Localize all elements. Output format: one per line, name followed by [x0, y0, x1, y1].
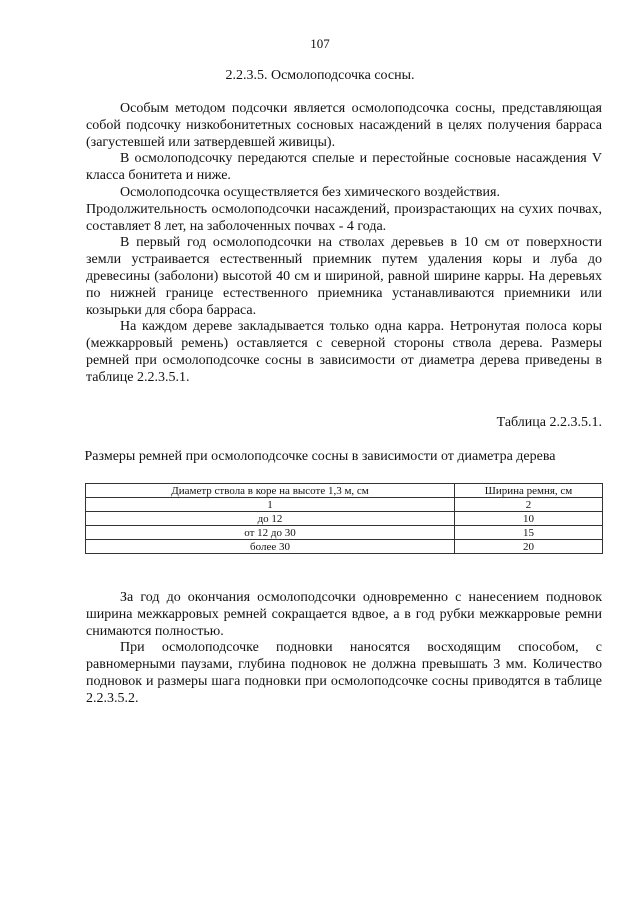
table-row — [86, 512, 603, 526]
table-cell: 20 — [455, 540, 603, 554]
table-row — [86, 540, 603, 554]
table-header-row — [86, 484, 603, 498]
paragraph: Продолжительность осмолоподсочки насаждений, произрастающих на сухих почвах, составляет 8 лет, на заболоченных почвах - 4 года. — [86, 201, 602, 234]
table-cell: от 12 до 30 — [86, 526, 455, 540]
paragraph: За год до окончания осмолоподсочки одновременно с нанесением подновок ширина межкарровых ремней сокращается вдвое, а в год рубки межкарровые ремни снимаются полностью. — [86, 590, 602, 639]
table-title: Размеры ремней при осмолоподсочке сосны в зависимости от диаметра дерева — [84, 449, 556, 464]
table-cell: 10 — [455, 512, 603, 526]
paragraph: В осмолоподсочку передаются спелые и перестойные сосновые насаждения V класса бонитета и ниже. — [86, 151, 602, 184]
body-text-top — [86, 101, 602, 387]
table-cell: 15 — [455, 526, 603, 540]
paragraph: В первый год осмолоподсочки на стволах деревьев в 10 см от поверхности земли устраивается естественный приемник путем удаления коры и луба до древесины (заболони) высотой 40 см и шириной, равной ширине карры. На деревьях по нижней границе естественного приемника устанавливаются приемники или козырьки для сбора барраса. — [86, 235, 602, 318]
page-number: 107 — [310, 36, 330, 51]
table-cell: более 30 — [86, 540, 455, 554]
column-header-diameter: Диаметр ствола в коре на высоте 1,3 м, см — [86, 484, 455, 498]
table-numbering-row — [86, 498, 603, 512]
column-header-strap-width: Ширина ремня, см — [455, 484, 603, 498]
table-row — [86, 526, 603, 540]
paragraph: Особым методом подсочки является осмолоподсочка сосны, представляющая собой подсочку низкобонитетных сосновых насаждений в целях получения барраса (загустевшей или затвердевшей живицы). — [86, 101, 602, 150]
section-heading: 2.2.3.5. Осмолоподсочка сосны. — [225, 68, 415, 83]
paragraph: Осмолоподсочка осуществляется без химического воздействия. — [120, 184, 500, 200]
paragraph: При осмолоподсочке подновки наносятся восходящим способом, с равномерными паузами, глубина подновок не должна превышать 3 мм. Количество подновок и размеры шага подновки при осмолоподсочке сосны приводятся в таблице 2.2.3.5.2. — [86, 640, 602, 706]
strap-size-table — [85, 483, 603, 554]
body-text-bottom — [86, 590, 602, 708]
paragraph: На каждом дереве закладывается только одна карра. Нетронутая полоса коры (межкарровый ремень) оставляется с северной стороны ствола дерева. Размеры ремней при осмолоподсочке сосны в зависимости от диаметра дерева приведены в таблице 2.2.3.5.1. — [86, 319, 602, 385]
column-number: 2 — [455, 498, 603, 512]
table-cell: до 12 — [86, 512, 455, 526]
column-number: 1 — [86, 498, 455, 512]
table-label: Таблица 2.2.3.5.1. — [496, 415, 602, 430]
